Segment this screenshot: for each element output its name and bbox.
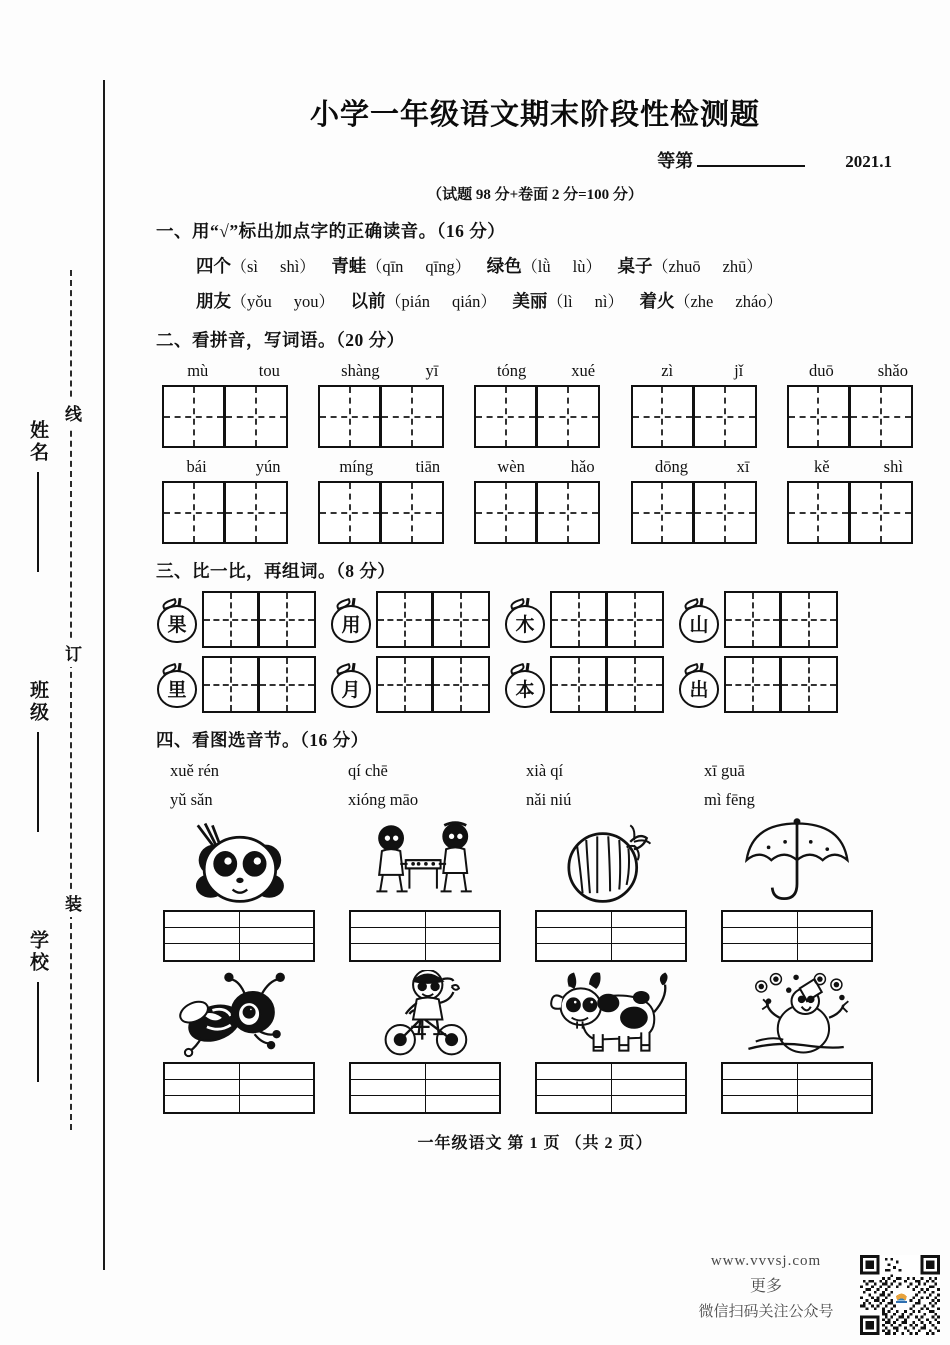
pinyin-pair xyxy=(318,361,461,381)
pinyin-pair xyxy=(631,457,774,477)
field-name xyxy=(24,420,51,572)
section-2-grid-row-2 xyxy=(140,481,930,544)
tianzige-cell[interactable] xyxy=(381,385,444,448)
spacer xyxy=(461,481,474,544)
apple-character: 木 xyxy=(515,615,535,636)
s1-item[interactable] xyxy=(487,253,602,278)
s1-item[interactable] xyxy=(196,253,315,278)
compare-group xyxy=(328,591,490,648)
four-line-answer-grid[interactable] xyxy=(535,910,687,962)
pinyin-syllable: shàng xyxy=(341,361,380,380)
tianzige-cell[interactable] xyxy=(694,385,757,448)
section-3-heading: 三、比一比，再组词。（8 分） xyxy=(156,561,396,581)
spacer xyxy=(618,361,631,381)
answer-boxes[interactable] xyxy=(376,591,490,648)
s1-item[interactable] xyxy=(351,288,497,313)
s1-open-paren: （ xyxy=(652,259,669,276)
four-line-answer-grid[interactable] xyxy=(721,1062,873,1114)
four-line-answer-grid[interactable] xyxy=(349,1062,501,1114)
tianzige-pair[interactable] xyxy=(318,481,461,544)
tianzige-pair[interactable] xyxy=(787,481,930,544)
s1-open-paren: （ xyxy=(385,294,402,311)
bee-icon xyxy=(159,970,319,1058)
picture-item xyxy=(518,970,704,1114)
spacer xyxy=(618,457,631,477)
s1-close-paren: ） xyxy=(607,294,624,311)
syllable-choice[interactable]: xī guā xyxy=(704,761,745,780)
picture-item xyxy=(704,970,890,1114)
grid-line[interactable] xyxy=(351,944,499,960)
apple-character: 出 xyxy=(689,680,709,701)
s1-close-paren: ） xyxy=(766,294,783,311)
tianzige-cell[interactable] xyxy=(202,656,259,713)
spacer xyxy=(774,385,787,448)
s1-option-b[interactable]: nì xyxy=(594,292,608,311)
grid-line[interactable] xyxy=(351,912,499,928)
s1-option-a[interactable]: yǒu xyxy=(247,292,272,311)
spacer xyxy=(618,385,631,448)
answer-boxes[interactable] xyxy=(724,656,838,713)
picture-item xyxy=(146,970,332,1114)
field-school-line[interactable] xyxy=(37,982,39,1082)
grid-line[interactable] xyxy=(723,1064,871,1080)
score-note: （试题 98 分+卷面 2 分=100 分） xyxy=(427,187,643,203)
s1-close-paren: ） xyxy=(746,259,763,276)
grid-line[interactable] xyxy=(351,928,499,944)
s1-open-paren: （ xyxy=(674,294,691,311)
tianzige-cell[interactable] xyxy=(850,481,913,544)
s1-option-a[interactable]: zhe xyxy=(690,292,714,311)
pinyin-syllable: shì xyxy=(883,457,903,476)
grid-line[interactable] xyxy=(537,928,685,944)
grade-date-row xyxy=(140,147,930,173)
syllable-choice[interactable]: xià qí xyxy=(526,761,564,780)
grid-line[interactable] xyxy=(351,1064,499,1080)
s1-open-paren: （ xyxy=(521,259,538,276)
pinyin-syllable: jǐ xyxy=(734,361,744,380)
tianzige-cell[interactable] xyxy=(225,481,288,544)
tianzige-cell[interactable] xyxy=(781,656,838,713)
grid-line[interactable] xyxy=(165,944,313,960)
umbrella-icon xyxy=(717,818,877,906)
apple-character: 月 xyxy=(341,680,361,701)
s1-item[interactable] xyxy=(512,288,623,313)
s1-option-b[interactable]: zhū xyxy=(722,257,747,276)
watermelon-icon xyxy=(531,818,691,906)
s1-option-a[interactable]: sì xyxy=(247,257,259,276)
snowman-icon xyxy=(717,970,877,1058)
spacer xyxy=(305,457,318,477)
margin-solid-line xyxy=(103,80,105,1270)
picture-item xyxy=(704,818,890,962)
grid-line[interactable] xyxy=(537,944,685,960)
section-4-picture-row-1 xyxy=(140,818,930,962)
section-1-heading: 一、用“√”标出加点字的正确读音。（16 分） xyxy=(156,221,506,241)
four-line-answer-grid[interactable] xyxy=(163,1062,315,1114)
apple-icon xyxy=(676,662,722,708)
watermark-text xyxy=(676,1253,856,1321)
s1-item[interactable] xyxy=(331,253,470,278)
spacer xyxy=(461,457,474,477)
compare-group xyxy=(676,591,838,648)
field-school xyxy=(24,930,51,1082)
syllable-choice[interactable]: nǎi niú xyxy=(526,790,572,809)
compare-group xyxy=(502,656,664,713)
tianzige-pair[interactable] xyxy=(318,385,461,448)
field-name-label: 姓名 xyxy=(27,420,48,464)
grid-line[interactable] xyxy=(723,912,871,928)
apple-icon xyxy=(154,662,200,708)
grid-line[interactable] xyxy=(165,912,313,928)
apple-icon xyxy=(502,662,548,708)
s1-close-paren: ） xyxy=(299,259,316,276)
tianzige-pair[interactable] xyxy=(162,481,305,544)
s1-word: 青蛙 xyxy=(331,256,367,276)
s1-close-paren: ） xyxy=(318,294,335,311)
syllable-choice[interactable]: yǔ sǎn xyxy=(170,790,213,809)
s1-option-a[interactable]: qīn xyxy=(382,257,404,276)
four-line-answer-grid[interactable] xyxy=(163,910,315,962)
apple-icon xyxy=(328,597,374,643)
picture-item xyxy=(332,970,518,1114)
pinyin-pair xyxy=(162,361,305,381)
s1-option-b[interactable]: lù xyxy=(572,257,586,276)
apple-icon xyxy=(502,597,548,643)
pinyin-syllable: yún xyxy=(255,457,281,476)
spacer xyxy=(305,481,318,544)
s1-option-b[interactable]: zháo xyxy=(735,292,767,311)
section-3-row-2 xyxy=(140,656,930,713)
s1-open-paren: （ xyxy=(547,294,564,311)
answer-boxes[interactable] xyxy=(550,656,664,713)
grid-line[interactable] xyxy=(165,1064,313,1080)
watermark-more: 更多 xyxy=(749,1278,782,1295)
s1-option-b[interactable]: qián xyxy=(451,292,481,311)
watermark-url: www.vvvsj.com xyxy=(710,1253,822,1269)
pinyin-pair xyxy=(318,457,461,477)
grid-line[interactable] xyxy=(165,1096,313,1112)
tianzige-cell[interactable] xyxy=(537,481,600,544)
grid-line[interactable] xyxy=(537,912,685,928)
pinyin-syllable: kě xyxy=(813,457,830,476)
watermark xyxy=(676,1251,944,1341)
tianzige-cell[interactable] xyxy=(724,591,781,648)
pinyin-syllable: tóng xyxy=(496,361,527,380)
syllable-choice[interactable]: xuě rén xyxy=(170,761,220,780)
s1-item[interactable] xyxy=(196,288,335,313)
grid-line[interactable] xyxy=(537,1096,685,1112)
exam-date: 2021.1 xyxy=(845,152,892,171)
grid-line[interactable] xyxy=(723,1096,871,1112)
tianzige-pair[interactable] xyxy=(162,385,305,448)
tianzige-cell[interactable] xyxy=(550,591,607,648)
tianzige-pair[interactable] xyxy=(474,385,617,448)
field-class-line[interactable] xyxy=(37,732,39,832)
apple-character: 里 xyxy=(167,680,187,701)
apple-character: 本 xyxy=(515,680,535,701)
s1-option-a[interactable]: lì xyxy=(563,292,573,311)
section-4-picture-row-2 xyxy=(140,970,930,1114)
field-class-label: 班级 xyxy=(27,680,48,724)
spacer xyxy=(461,385,474,448)
pinyin-syllable: xué xyxy=(571,361,596,380)
section-1-row-1 xyxy=(140,253,930,278)
pinyin-pair xyxy=(787,457,930,477)
tianzige-cell[interactable] xyxy=(433,591,490,648)
pinyin-syllable: zì xyxy=(661,361,674,380)
s1-word: 以前 xyxy=(350,291,386,311)
tianzige-cell[interactable] xyxy=(162,385,225,448)
section-3-row-1 xyxy=(140,591,930,648)
seal-char-line: 线 xyxy=(58,400,84,427)
section-4-choices-row-1 xyxy=(140,761,930,781)
section-2-pinyin-row-1 xyxy=(140,361,930,381)
pinyin-syllable: duō xyxy=(808,361,834,380)
s1-option-b[interactable]: you xyxy=(293,292,319,311)
cow-icon xyxy=(531,970,691,1058)
spacer xyxy=(774,481,787,544)
tianzige-cell[interactable] xyxy=(781,591,838,648)
tianzige-cell[interactable] xyxy=(607,591,664,648)
pinyin-syllable: dōng xyxy=(655,457,688,476)
section-1-row-2 xyxy=(140,288,930,313)
apple-character: 山 xyxy=(689,615,709,636)
grid-line[interactable] xyxy=(723,944,871,960)
pinyin-syllable: yī xyxy=(425,361,439,380)
apple-icon xyxy=(154,597,200,643)
field-name-line[interactable] xyxy=(37,472,39,572)
tianzige-cell[interactable] xyxy=(259,656,316,713)
tianzige-cell[interactable] xyxy=(162,481,225,544)
answer-boxes[interactable] xyxy=(550,591,664,648)
s1-word: 四个 xyxy=(196,256,231,276)
tianzige-cell[interactable] xyxy=(631,481,694,544)
pinyin-pair xyxy=(162,457,305,477)
grid-line[interactable] xyxy=(351,1096,499,1112)
panda-icon xyxy=(159,818,319,906)
compare-group xyxy=(502,591,664,648)
apple-icon xyxy=(676,597,722,643)
four-line-answer-grid[interactable] xyxy=(535,1062,687,1114)
pinyin-syllable: xī xyxy=(736,457,750,476)
tianzige-cell[interactable] xyxy=(318,385,381,448)
compare-group xyxy=(328,656,490,713)
apple-character: 果 xyxy=(167,615,187,636)
s1-word: 桌子 xyxy=(617,256,653,276)
s1-word: 绿色 xyxy=(486,256,522,276)
seal-char-ding: 订 xyxy=(58,640,84,667)
s1-open-paren: （ xyxy=(231,259,248,276)
s1-option-a[interactable]: lǜ xyxy=(537,257,551,276)
section-2-pinyin-row-2 xyxy=(140,457,930,477)
tianzige-cell[interactable] xyxy=(433,656,490,713)
tianzige-cell[interactable] xyxy=(550,656,607,713)
pinyin-syllable: tou xyxy=(258,361,280,380)
section-2-grid-row-1 xyxy=(140,385,930,448)
pinyin-syllable: mù xyxy=(187,361,209,380)
pinyin-pair xyxy=(474,361,617,381)
tianzige-pair[interactable] xyxy=(631,481,774,544)
pinyin-syllable: tiān xyxy=(415,457,441,476)
section-2-heading: 二、看拼音，写词语。（20 分） xyxy=(156,330,405,350)
pinyin-syllable: hǎo xyxy=(570,457,595,476)
tianzige-cell[interactable] xyxy=(381,481,444,544)
field-class xyxy=(24,680,51,832)
seal-char-zhuang: 装 xyxy=(58,890,84,917)
watermark-follow: 微信扫码关注公众号 xyxy=(698,1304,834,1320)
syllable-choice[interactable]: qí chē xyxy=(348,761,388,780)
grid-line[interactable] xyxy=(723,1080,871,1096)
tianzige-cell[interactable] xyxy=(850,385,913,448)
tianzige-cell[interactable] xyxy=(318,481,381,544)
tianzige-cell[interactable] xyxy=(787,385,850,448)
spacer xyxy=(774,457,787,477)
syllable-choice[interactable]: xióng māo xyxy=(348,790,419,809)
left-margin-area xyxy=(0,0,140,1345)
field-school-label: 学校 xyxy=(27,930,48,974)
tianzige-cell[interactable] xyxy=(724,656,781,713)
pinyin-pair xyxy=(474,457,617,477)
grid-line[interactable] xyxy=(351,1080,499,1096)
four-line-answer-grid[interactable] xyxy=(349,910,501,962)
s1-open-paren: （ xyxy=(231,294,248,311)
spacer xyxy=(774,361,787,381)
tianzige-cell[interactable] xyxy=(225,385,288,448)
pinyin-syllable: bái xyxy=(186,457,207,476)
pinyin-syllable: míng xyxy=(339,457,374,476)
tianzige-cell[interactable] xyxy=(631,385,694,448)
s1-close-paren: ） xyxy=(454,259,471,276)
section-4-heading: 四、看图选音节。（16 分） xyxy=(156,730,369,750)
s1-option-a[interactable]: pián xyxy=(401,292,430,311)
pinyin-syllable: shǎo xyxy=(877,361,908,380)
exam-content xyxy=(140,0,930,1345)
spacer xyxy=(305,361,318,381)
page-footer: 一年级语文 第 1 页 （共 2 页） xyxy=(417,1135,653,1152)
spacer xyxy=(461,361,474,381)
tianzige-cell[interactable] xyxy=(787,481,850,544)
grid-line[interactable] xyxy=(165,928,313,944)
compare-group xyxy=(676,656,838,713)
tianzige-cell[interactable] xyxy=(474,481,537,544)
s1-close-paren: ） xyxy=(585,259,602,276)
tianzige-cell[interactable] xyxy=(694,481,757,544)
pinyin-pair xyxy=(787,361,930,381)
tianzige-cell[interactable] xyxy=(537,385,600,448)
picture-item xyxy=(332,818,518,962)
grid-line[interactable] xyxy=(537,1080,685,1096)
grid-line[interactable] xyxy=(537,1064,685,1080)
s1-item[interactable] xyxy=(639,288,782,313)
s1-option-b[interactable]: qīng xyxy=(425,257,455,276)
answer-boxes[interactable] xyxy=(202,656,316,713)
tianzige-pair[interactable] xyxy=(474,481,617,544)
section-4-choices-row-2 xyxy=(140,790,930,810)
s1-option-a[interactable]: zhuō xyxy=(668,257,701,276)
s1-option-b[interactable]: shì xyxy=(280,257,300,276)
page-title: 小学一年级语文期末阶段性检测题 xyxy=(309,99,760,131)
s1-word: 美丽 xyxy=(512,291,548,311)
tianzige-cell[interactable] xyxy=(376,591,433,648)
grid-line[interactable] xyxy=(723,928,871,944)
seal-dashed-line xyxy=(70,270,72,1130)
apple-icon xyxy=(328,662,374,708)
tianzige-cell[interactable] xyxy=(202,591,259,648)
tianzige-pair[interactable] xyxy=(787,385,930,448)
four-line-answer-grid[interactable] xyxy=(721,910,873,962)
tianzige-cell[interactable] xyxy=(607,656,664,713)
s1-word: 朋友 xyxy=(196,291,231,311)
answer-boxes[interactable] xyxy=(202,591,316,648)
s1-word: 着火 xyxy=(639,291,675,311)
tianzige-cell[interactable] xyxy=(474,385,537,448)
syllable-choice[interactable]: mì fēng xyxy=(704,790,755,809)
s1-item[interactable] xyxy=(618,253,763,278)
qr-code-icon xyxy=(860,1255,940,1335)
compare-group xyxy=(154,656,316,713)
tianzige-pair[interactable] xyxy=(631,385,774,448)
tianzige-cell[interactable] xyxy=(259,591,316,648)
s1-close-paren: ） xyxy=(480,294,497,311)
answer-boxes[interactable] xyxy=(376,656,490,713)
s1-open-paren: （ xyxy=(366,259,383,276)
pinyin-syllable: wèn xyxy=(497,457,525,476)
grid-line[interactable] xyxy=(165,1080,313,1096)
children-playing-chess-icon xyxy=(345,818,505,906)
picture-item xyxy=(518,818,704,962)
pinyin-pair xyxy=(631,361,774,381)
spacer xyxy=(305,385,318,448)
tianzige-cell[interactable] xyxy=(376,656,433,713)
picture-item xyxy=(146,818,332,962)
child-riding-bicycle-icon xyxy=(345,970,505,1058)
grade-label: 等第 xyxy=(657,151,694,171)
compare-group xyxy=(154,591,316,648)
spacer xyxy=(618,481,631,544)
answer-boxes[interactable] xyxy=(724,591,838,648)
grade-blank-line[interactable] xyxy=(697,152,805,167)
apple-character: 用 xyxy=(341,615,361,636)
